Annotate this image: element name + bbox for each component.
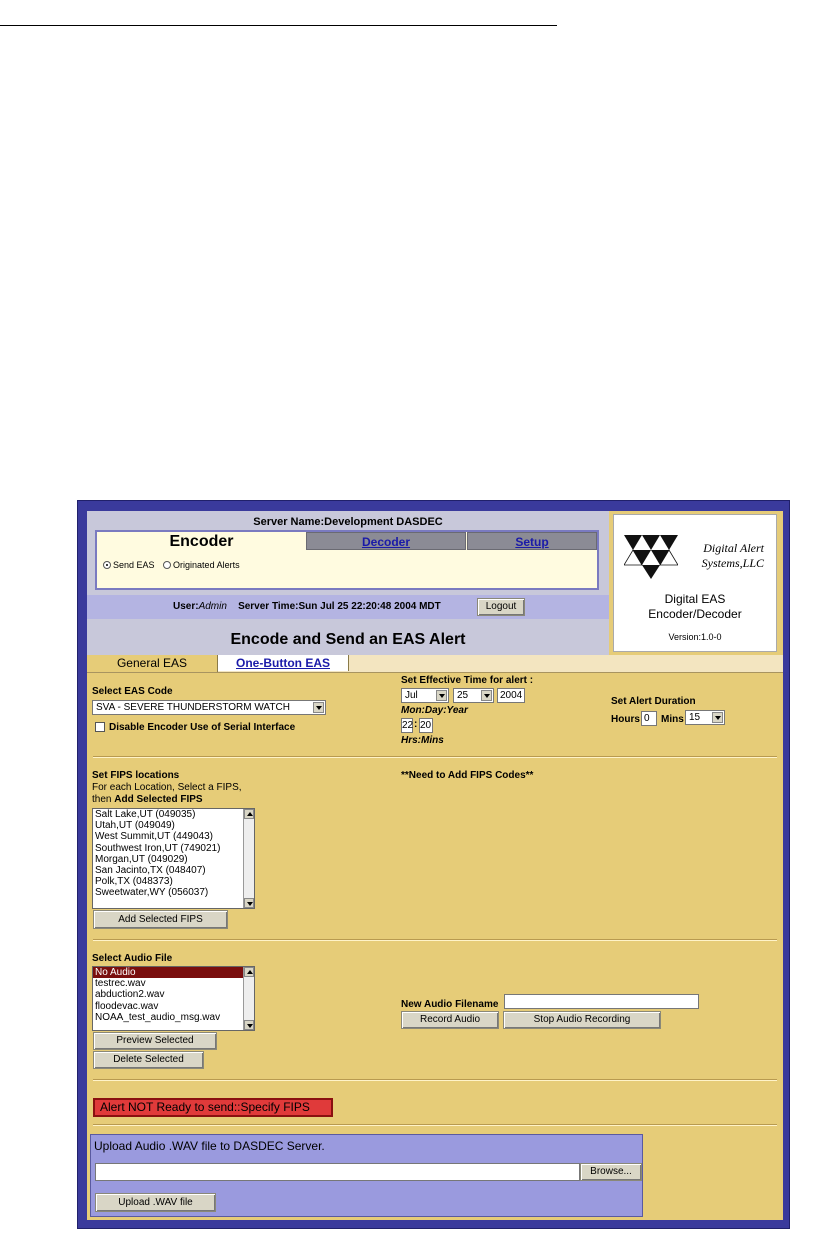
date-format-hint: Mon:Day:Year <box>401 705 468 716</box>
day-select[interactable] <box>453 688 494 703</box>
chevron-down-icon <box>436 690 447 701</box>
fips-instructions-action: Add Selected FIPS <box>114 794 203 805</box>
document-top-rule <box>0 25 557 26</box>
list-item[interactable]: Salt Lake,UT (049035) <box>95 809 196 820</box>
chevron-down-icon <box>712 712 723 723</box>
product-name <box>614 592 776 622</box>
company-name-line1: Digital Alert <box>703 541 764 555</box>
tab-decoder[interactable] <box>306 532 466 550</box>
tab-setup-label[interactable]: Setup <box>515 535 549 549</box>
stop-audio-recording-button[interactable]: Stop Audio Recording <box>503 1011 661 1029</box>
upload-wav-button[interactable]: Upload .WAV file <box>95 1193 216 1212</box>
logo-panel <box>613 514 777 652</box>
list-item[interactable]: San Jacinto,TX (048407) <box>95 865 206 877</box>
hour-input[interactable]: 22 <box>402 720 414 731</box>
divider <box>93 1124 777 1126</box>
duration-mins-select[interactable] <box>685 710 725 725</box>
user-bar <box>87 595 609 619</box>
user-name: Admin <box>198 601 227 612</box>
effective-time-label: Set Effective Time for alert : <box>401 675 534 686</box>
logout-button[interactable]: Logout <box>477 598 525 616</box>
radio-originated-alerts-label: Originated Alerts <box>173 559 240 570</box>
alert-duration-label: Set Alert Duration <box>611 696 696 707</box>
time-format-hint: Hrs:Mins <box>401 735 444 746</box>
main-tabs <box>97 532 597 552</box>
day-value: 25 <box>457 690 469 701</box>
scroll-down-icon[interactable] <box>244 1020 254 1030</box>
product-name-line1: Digital EAS <box>664 592 726 606</box>
fips-instructions: For each Location, Select a FIPS, <box>92 782 242 793</box>
record-audio-button[interactable]: Record Audio <box>401 1011 499 1029</box>
main-panel <box>87 511 783 1220</box>
new-audio-filename-label: New Audio Filename <box>401 999 499 1010</box>
browse-button[interactable]: Browse... <box>580 1163 642 1181</box>
list-item[interactable]: West Summit,UT (449043) <box>95 831 214 843</box>
dasdec-window <box>77 500 790 1229</box>
duration-mins-value: 15 <box>689 712 701 723</box>
list-item[interactable]: NOAA_test_audio_msg.wav <box>95 1011 221 1023</box>
new-audio-filename-input[interactable] <box>504 994 699 1009</box>
company-name-line2: Systems,LLC <box>701 556 764 570</box>
list-item[interactable]: abduction2.wav <box>95 989 165 1001</box>
list-item-selected[interactable]: No Audio <box>93 967 254 978</box>
user-label: User: <box>173 601 199 612</box>
add-selected-fips-button[interactable]: Add Selected FIPS <box>93 910 228 929</box>
month-select[interactable] <box>401 688 449 703</box>
version-label: Version:1.0-0 <box>668 632 722 642</box>
tab-general-eas[interactable]: General EAS <box>87 655 218 672</box>
audio-scrollbar[interactable] <box>243 967 254 1030</box>
fips-label: Set FIPS locations <box>92 770 180 781</box>
minute-input[interactable]: 20 <box>420 720 432 731</box>
list-item[interactable]: floodevac.wav <box>95 1000 159 1012</box>
radio-originated-alerts[interactable] <box>163 561 171 569</box>
fips-notice: **Need to Add FIPS Codes** <box>401 770 534 781</box>
disable-serial-label: Disable Encoder Use of Serial Interface <box>109 722 296 733</box>
chevron-down-icon <box>481 690 492 701</box>
time-separator: : <box>414 719 418 730</box>
year-input[interactable]: 2004 <box>497 688 525 703</box>
list-item[interactable]: Utah,UT (049049) <box>95 820 175 832</box>
audio-file-label: Select Audio File <box>92 953 173 964</box>
preview-selected-button[interactable]: Preview Selected <box>93 1032 217 1050</box>
radio-send-eas[interactable] <box>103 561 111 569</box>
subtabs <box>87 655 783 673</box>
company-name <box>680 541 764 571</box>
product-name-line2: Encoder/Decoder <box>648 607 742 621</box>
hours-label: Hours <box>611 714 640 725</box>
encoder-mode-radios <box>103 559 246 570</box>
radio-send-eas-label: Send EAS <box>113 559 155 570</box>
eas-code-label: Select EAS Code <box>92 686 173 697</box>
scroll-up-icon[interactable] <box>244 809 254 819</box>
alert-status-badge: Alert NOT Ready to send::Specify FIPS <box>93 1098 333 1117</box>
list-item[interactable]: Sweetwater,WY (056037) <box>95 887 209 899</box>
divider <box>93 756 777 758</box>
chevron-down-icon <box>313 702 324 713</box>
tab-decoder-label[interactable]: Decoder <box>361 535 411 549</box>
month-value: Jul <box>405 690 418 701</box>
fips-listbox[interactable] <box>92 808 255 909</box>
company-logo-icon <box>624 535 678 579</box>
list-item[interactable]: Morgan,UT (049029) <box>95 853 188 865</box>
disable-serial-checkbox[interactable] <box>95 722 105 732</box>
tab-one-button-eas[interactable]: One-Button EAS <box>218 655 349 671</box>
page-title: Encode and Send an EAS Alert <box>230 631 466 648</box>
server-name: Server Name:Development DASDEC <box>253 516 443 528</box>
eas-code-select[interactable] <box>92 700 326 715</box>
mins-label: Mins <box>661 714 684 725</box>
fips-instructions-prefix: then <box>92 794 115 805</box>
scroll-up-icon[interactable] <box>244 967 254 977</box>
user-line <box>173 601 441 612</box>
divider <box>93 1079 777 1081</box>
scroll-down-icon[interactable] <box>244 898 254 908</box>
fips-scrollbar[interactable] <box>243 809 254 908</box>
duration-hours-input[interactable]: 0 <box>641 711 657 726</box>
upload-title: Upload Audio .WAV file to DASDEC Server. <box>94 1139 325 1153</box>
server-time: Server Time:Sun Jul 25 22:20:48 2004 MDT <box>238 601 441 612</box>
upload-panel <box>90 1134 643 1217</box>
divider <box>93 939 777 941</box>
fips-instructions-2 <box>92 794 203 805</box>
tab-setup[interactable] <box>467 532 597 550</box>
tab-encoder[interactable]: Encoder <box>97 532 306 552</box>
delete-selected-button[interactable]: Delete Selected <box>93 1051 204 1069</box>
header <box>87 511 609 655</box>
upload-file-input[interactable] <box>95 1163 580 1181</box>
list-item[interactable]: Polk,TX (048373) <box>95 876 173 888</box>
list-item[interactable]: Southwest Iron,UT (749021) <box>95 842 221 854</box>
eas-code-value: SVA - SEVERE THUNDERSTORM WATCH <box>96 702 290 713</box>
nav-box <box>95 530 599 590</box>
audio-listbox[interactable] <box>92 966 255 1031</box>
list-item[interactable]: testrec.wav <box>95 978 146 990</box>
